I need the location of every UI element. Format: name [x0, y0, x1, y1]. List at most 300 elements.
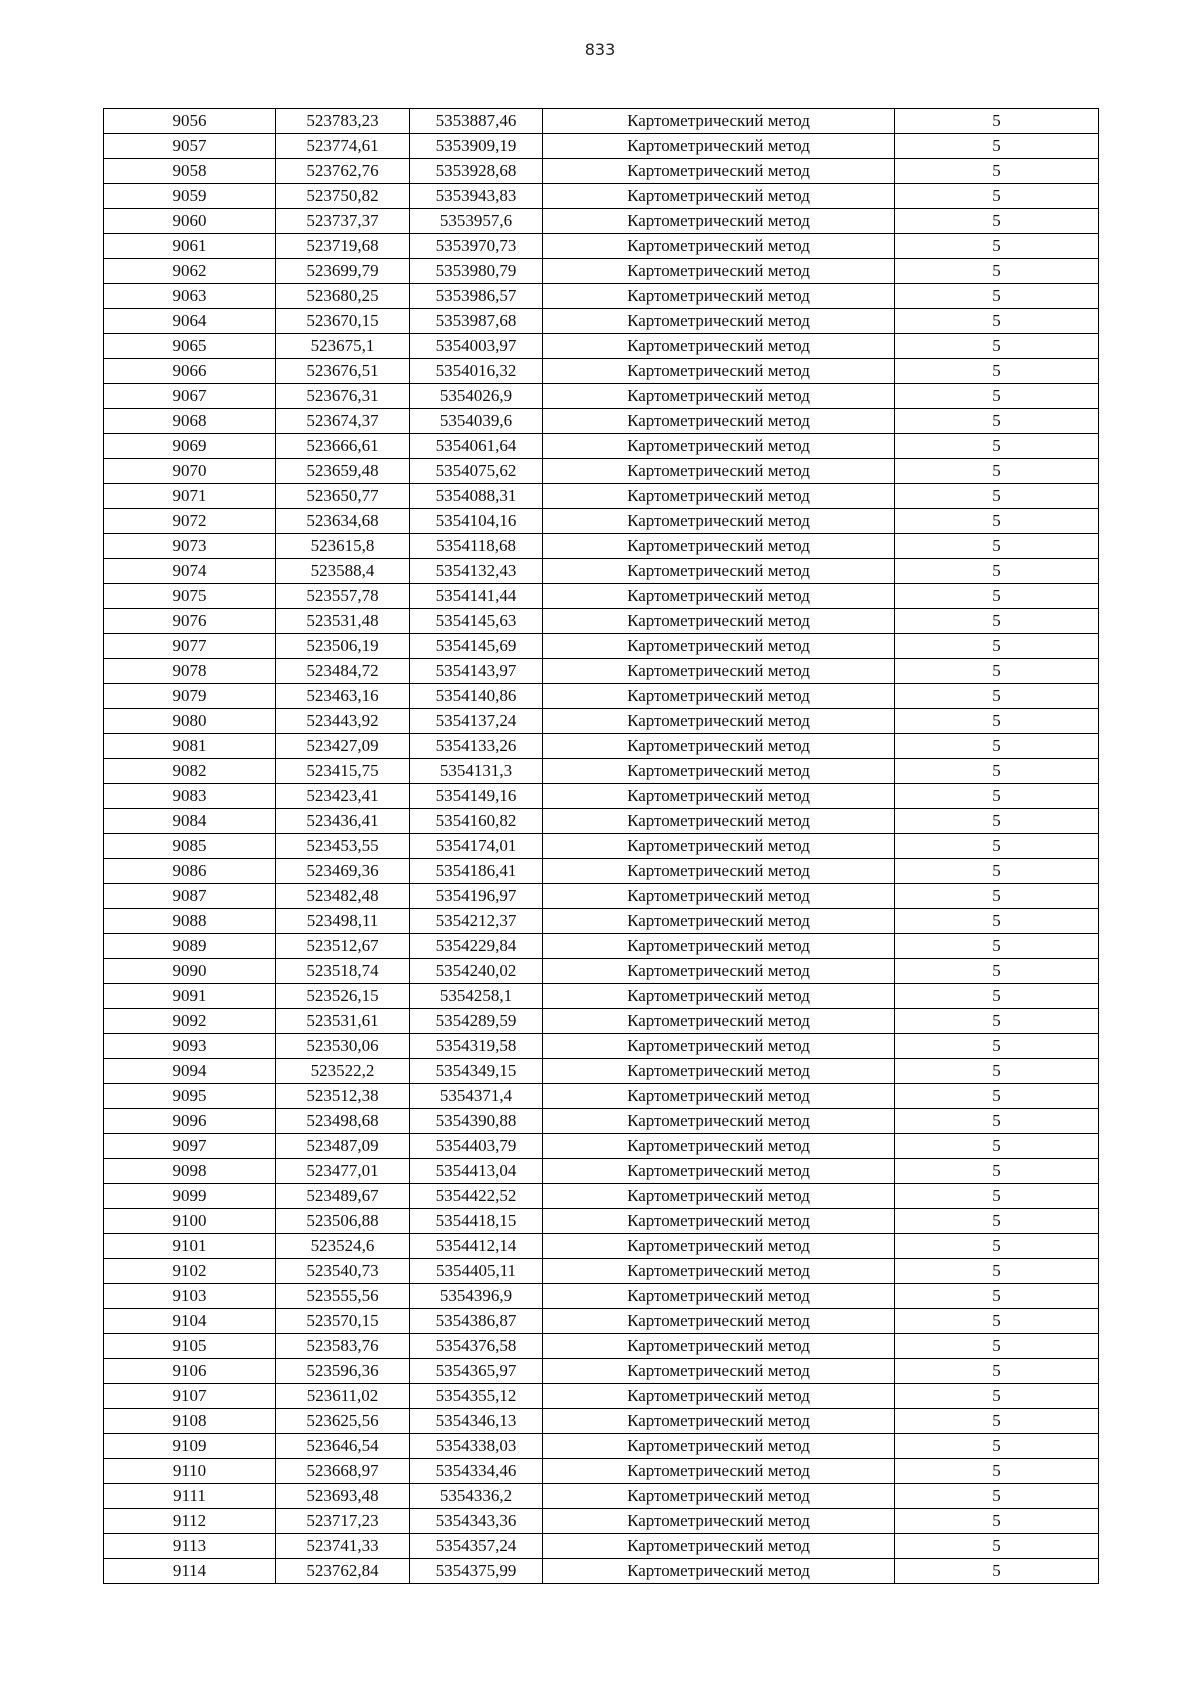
x-coordinate-cell: 523526,15	[276, 984, 410, 1009]
accuracy-cell: 5	[895, 1509, 1099, 1534]
y-coordinate-cell: 5354405,11	[410, 1259, 543, 1284]
x-coordinate-cell: 523611,02	[276, 1384, 410, 1409]
point-number-cell: 9091	[104, 984, 276, 1009]
point-number-cell: 9081	[104, 734, 276, 759]
y-coordinate-cell: 5354365,97	[410, 1359, 543, 1384]
point-number-cell: 9102	[104, 1259, 276, 1284]
method-cell: Картометрический метод	[543, 909, 895, 934]
point-number-cell: 9078	[104, 659, 276, 684]
table-row	[104, 684, 1099, 709]
method-cell: Картометрический метод	[543, 384, 895, 409]
x-coordinate-cell: 523646,54	[276, 1434, 410, 1459]
point-number-cell: 9072	[104, 509, 276, 534]
y-coordinate-cell: 5354196,97	[410, 884, 543, 909]
accuracy-cell: 5	[895, 334, 1099, 359]
x-coordinate-cell: 523675,1	[276, 334, 410, 359]
accuracy-cell: 5	[895, 1234, 1099, 1259]
y-coordinate-cell: 5354289,59	[410, 1009, 543, 1034]
table-row	[104, 1134, 1099, 1159]
method-cell: Картометрический метод	[543, 1384, 895, 1409]
point-number-cell: 9103	[104, 1284, 276, 1309]
point-number-cell: 9085	[104, 834, 276, 859]
method-cell: Картометрический метод	[543, 159, 895, 184]
method-cell: Картометрический метод	[543, 559, 895, 584]
y-coordinate-cell: 5354141,44	[410, 584, 543, 609]
point-number-cell: 9082	[104, 759, 276, 784]
x-coordinate-cell: 523676,51	[276, 359, 410, 384]
accuracy-cell: 5	[895, 184, 1099, 209]
method-cell: Картометрический метод	[543, 434, 895, 459]
table-row	[104, 734, 1099, 759]
x-coordinate-cell: 523676,31	[276, 384, 410, 409]
accuracy-cell: 5	[895, 1259, 1099, 1284]
point-number-cell: 9109	[104, 1434, 276, 1459]
table-row	[104, 859, 1099, 884]
method-cell: Картометрический метод	[543, 1334, 895, 1359]
point-number-cell: 9062	[104, 259, 276, 284]
y-coordinate-cell: 5354338,03	[410, 1434, 543, 1459]
y-coordinate-cell: 5354145,63	[410, 609, 543, 634]
table-row	[104, 359, 1099, 384]
table-row	[104, 809, 1099, 834]
x-coordinate-cell: 523484,72	[276, 659, 410, 684]
point-number-cell: 9114	[104, 1559, 276, 1584]
table-row	[104, 1334, 1099, 1359]
accuracy-cell: 5	[895, 459, 1099, 484]
table-row	[104, 784, 1099, 809]
point-number-cell: 9059	[104, 184, 276, 209]
point-number-cell: 9067	[104, 384, 276, 409]
accuracy-cell: 5	[895, 884, 1099, 909]
accuracy-cell: 5	[895, 634, 1099, 659]
y-coordinate-cell: 5354061,64	[410, 434, 543, 459]
x-coordinate-cell: 523659,48	[276, 459, 410, 484]
point-number-cell: 9060	[104, 209, 276, 234]
point-number-cell: 9092	[104, 1009, 276, 1034]
x-coordinate-cell: 523583,76	[276, 1334, 410, 1359]
method-cell: Картометрический метод	[543, 1009, 895, 1034]
table-row	[104, 1059, 1099, 1084]
point-number-cell: 9089	[104, 934, 276, 959]
method-cell: Картометрический метод	[543, 884, 895, 909]
point-number-cell: 9058	[104, 159, 276, 184]
point-number-cell: 9090	[104, 959, 276, 984]
x-coordinate-cell: 523423,41	[276, 784, 410, 809]
method-cell: Картометрический метод	[543, 609, 895, 634]
accuracy-cell: 5	[895, 509, 1099, 534]
x-coordinate-cell: 523699,79	[276, 259, 410, 284]
x-coordinate-cell: 523443,92	[276, 709, 410, 734]
accuracy-cell: 5	[895, 159, 1099, 184]
table-row	[104, 434, 1099, 459]
method-cell: Картометрический метод	[543, 684, 895, 709]
accuracy-cell: 5	[895, 1009, 1099, 1034]
table-row	[104, 1409, 1099, 1434]
table-row	[104, 959, 1099, 984]
accuracy-cell: 5	[895, 834, 1099, 859]
point-number-cell: 9056	[104, 109, 276, 134]
y-coordinate-cell: 5354413,04	[410, 1159, 543, 1184]
point-number-cell: 9105	[104, 1334, 276, 1359]
y-coordinate-cell: 5353957,6	[410, 209, 543, 234]
x-coordinate-cell: 523436,41	[276, 809, 410, 834]
method-cell: Картометрический метод	[543, 959, 895, 984]
y-coordinate-cell: 5354403,79	[410, 1134, 543, 1159]
accuracy-cell: 5	[895, 1484, 1099, 1509]
accuracy-cell: 5	[895, 1559, 1099, 1584]
point-number-cell: 9065	[104, 334, 276, 359]
accuracy-cell: 5	[895, 909, 1099, 934]
y-coordinate-cell: 5353943,83	[410, 184, 543, 209]
x-coordinate-cell: 523530,06	[276, 1034, 410, 1059]
accuracy-cell: 5	[895, 309, 1099, 334]
table-row	[104, 609, 1099, 634]
table-row	[104, 1459, 1099, 1484]
x-coordinate-cell: 523506,19	[276, 634, 410, 659]
method-cell: Картометрический метод	[543, 184, 895, 209]
point-number-cell: 9066	[104, 359, 276, 384]
x-coordinate-cell: 523453,55	[276, 834, 410, 859]
table-row	[104, 1559, 1099, 1584]
y-coordinate-cell: 5354357,24	[410, 1534, 543, 1559]
method-cell: Картометрический метод	[543, 709, 895, 734]
accuracy-cell: 5	[895, 259, 1099, 284]
coordinates-table	[103, 108, 1099, 1584]
accuracy-cell: 5	[895, 134, 1099, 159]
method-cell: Картометрический метод	[543, 934, 895, 959]
table-row	[104, 1284, 1099, 1309]
x-coordinate-cell: 523522,2	[276, 1059, 410, 1084]
point-number-cell: 9108	[104, 1409, 276, 1434]
table-row	[104, 834, 1099, 859]
accuracy-cell: 5	[895, 984, 1099, 1009]
point-number-cell: 9093	[104, 1034, 276, 1059]
accuracy-cell: 5	[895, 1134, 1099, 1159]
method-cell: Картометрический метод	[543, 409, 895, 434]
accuracy-cell: 5	[895, 1034, 1099, 1059]
table-row	[104, 884, 1099, 909]
y-coordinate-cell: 5354390,88	[410, 1109, 543, 1134]
accuracy-cell: 5	[895, 1059, 1099, 1084]
method-cell: Картометрический метод	[543, 1434, 895, 1459]
accuracy-cell: 5	[895, 1084, 1099, 1109]
accuracy-cell: 5	[895, 409, 1099, 434]
method-cell: Картометрический метод	[543, 1309, 895, 1334]
table-row	[104, 134, 1099, 159]
accuracy-cell: 5	[895, 784, 1099, 809]
point-number-cell: 9070	[104, 459, 276, 484]
table-row	[104, 259, 1099, 284]
table-row	[104, 1384, 1099, 1409]
point-number-cell: 9097	[104, 1134, 276, 1159]
x-coordinate-cell: 523524,6	[276, 1234, 410, 1259]
y-coordinate-cell: 5354376,58	[410, 1334, 543, 1359]
x-coordinate-cell: 523680,25	[276, 284, 410, 309]
y-coordinate-cell: 5354371,4	[410, 1084, 543, 1109]
accuracy-cell: 5	[895, 859, 1099, 884]
method-cell: Картометрический метод	[543, 1209, 895, 1234]
method-cell: Картометрический метод	[543, 859, 895, 884]
method-cell: Картометрический метод	[543, 809, 895, 834]
table-row	[104, 459, 1099, 484]
x-coordinate-cell: 523674,37	[276, 409, 410, 434]
method-cell: Картометрический метод	[543, 1234, 895, 1259]
method-cell: Картометрический метод	[543, 1359, 895, 1384]
y-coordinate-cell: 5354229,84	[410, 934, 543, 959]
x-coordinate-cell: 523557,78	[276, 584, 410, 609]
method-cell: Картометрический метод	[543, 209, 895, 234]
y-coordinate-cell: 5354143,97	[410, 659, 543, 684]
x-coordinate-cell: 523570,15	[276, 1309, 410, 1334]
x-coordinate-cell: 523512,38	[276, 1084, 410, 1109]
method-cell: Картометрический метод	[543, 1409, 895, 1434]
accuracy-cell: 5	[895, 584, 1099, 609]
table-row	[104, 509, 1099, 534]
accuracy-cell: 5	[895, 359, 1099, 384]
point-number-cell: 9112	[104, 1509, 276, 1534]
accuracy-cell: 5	[895, 559, 1099, 584]
accuracy-cell: 5	[895, 1359, 1099, 1384]
y-coordinate-cell: 5354160,82	[410, 809, 543, 834]
point-number-cell: 9096	[104, 1109, 276, 1134]
x-coordinate-cell: 523427,09	[276, 734, 410, 759]
point-number-cell: 9075	[104, 584, 276, 609]
method-cell: Картометрический метод	[543, 1184, 895, 1209]
y-coordinate-cell: 5354240,02	[410, 959, 543, 984]
x-coordinate-cell: 523531,48	[276, 609, 410, 634]
method-cell: Картометрический метод	[543, 984, 895, 1009]
point-number-cell: 9111	[104, 1484, 276, 1509]
method-cell: Картометрический метод	[543, 1484, 895, 1509]
accuracy-cell: 5	[895, 734, 1099, 759]
y-coordinate-cell: 5354355,12	[410, 1384, 543, 1409]
x-coordinate-cell: 523469,36	[276, 859, 410, 884]
table-row	[104, 159, 1099, 184]
table-row	[104, 909, 1099, 934]
point-number-cell: 9068	[104, 409, 276, 434]
method-cell: Картометрический метод	[543, 359, 895, 384]
point-number-cell: 9104	[104, 1309, 276, 1334]
point-number-cell: 9073	[104, 534, 276, 559]
y-coordinate-cell: 5354422,52	[410, 1184, 543, 1209]
table-row	[104, 234, 1099, 259]
y-coordinate-cell: 5354140,86	[410, 684, 543, 709]
x-coordinate-cell: 523762,84	[276, 1559, 410, 1584]
method-cell: Картометрический метод	[543, 1534, 895, 1559]
point-number-cell: 9074	[104, 559, 276, 584]
point-number-cell: 9079	[104, 684, 276, 709]
x-coordinate-cell: 523512,67	[276, 934, 410, 959]
method-cell: Картометрический метод	[543, 1284, 895, 1309]
accuracy-cell: 5	[895, 284, 1099, 309]
table-row	[104, 1084, 1099, 1109]
x-coordinate-cell: 523625,56	[276, 1409, 410, 1434]
accuracy-cell: 5	[895, 709, 1099, 734]
table-row	[104, 109, 1099, 134]
y-coordinate-cell: 5354003,97	[410, 334, 543, 359]
point-number-cell: 9099	[104, 1184, 276, 1209]
y-coordinate-cell: 5354104,16	[410, 509, 543, 534]
accuracy-cell: 5	[895, 109, 1099, 134]
method-cell: Картометрический метод	[543, 634, 895, 659]
x-coordinate-cell: 523666,61	[276, 434, 410, 459]
x-coordinate-cell: 523588,4	[276, 559, 410, 584]
table-row	[104, 1509, 1099, 1534]
point-number-cell: 9101	[104, 1234, 276, 1259]
y-coordinate-cell: 5353909,19	[410, 134, 543, 159]
method-cell: Картометрический метод	[543, 484, 895, 509]
y-coordinate-cell: 5354016,32	[410, 359, 543, 384]
x-coordinate-cell: 523717,23	[276, 1509, 410, 1534]
point-number-cell: 9107	[104, 1384, 276, 1409]
y-coordinate-cell: 5354412,14	[410, 1234, 543, 1259]
x-coordinate-cell: 523518,74	[276, 959, 410, 984]
method-cell: Картометрический метод	[543, 509, 895, 534]
method-cell: Картометрический метод	[543, 1259, 895, 1284]
table-row	[104, 659, 1099, 684]
accuracy-cell: 5	[895, 1284, 1099, 1309]
method-cell: Картометрический метод	[543, 1134, 895, 1159]
accuracy-cell: 5	[895, 384, 1099, 409]
method-cell: Картометрический метод	[543, 284, 895, 309]
x-coordinate-cell: 523531,61	[276, 1009, 410, 1034]
x-coordinate-cell: 523670,15	[276, 309, 410, 334]
table-row	[104, 1359, 1099, 1384]
x-coordinate-cell: 523668,97	[276, 1459, 410, 1484]
method-cell: Картометрический метод	[543, 1509, 895, 1534]
point-number-cell: 9063	[104, 284, 276, 309]
x-coordinate-cell: 523750,82	[276, 184, 410, 209]
method-cell: Картометрический метод	[543, 734, 895, 759]
accuracy-cell: 5	[895, 209, 1099, 234]
y-coordinate-cell: 5354346,13	[410, 1409, 543, 1434]
table-row	[104, 584, 1099, 609]
x-coordinate-cell: 523540,73	[276, 1259, 410, 1284]
y-coordinate-cell: 5354149,16	[410, 784, 543, 809]
accuracy-cell: 5	[895, 759, 1099, 784]
y-coordinate-cell: 5354131,3	[410, 759, 543, 784]
x-coordinate-cell: 523487,09	[276, 1134, 410, 1159]
table-row	[104, 709, 1099, 734]
x-coordinate-cell: 523498,11	[276, 909, 410, 934]
y-coordinate-cell: 5353986,57	[410, 284, 543, 309]
method-cell: Картометрический метод	[543, 584, 895, 609]
y-coordinate-cell: 5353987,68	[410, 309, 543, 334]
accuracy-cell: 5	[895, 934, 1099, 959]
point-number-cell: 9077	[104, 634, 276, 659]
accuracy-cell: 5	[895, 1209, 1099, 1234]
y-coordinate-cell: 5354343,36	[410, 1509, 543, 1534]
accuracy-cell: 5	[895, 809, 1099, 834]
y-coordinate-cell: 5354186,41	[410, 859, 543, 884]
y-coordinate-cell: 5354174,01	[410, 834, 543, 859]
x-coordinate-cell: 523482,48	[276, 884, 410, 909]
table-row	[104, 559, 1099, 584]
method-cell: Картометрический метод	[543, 259, 895, 284]
accuracy-cell: 5	[895, 1534, 1099, 1559]
accuracy-cell: 5	[895, 1184, 1099, 1209]
method-cell: Картометрический метод	[543, 834, 895, 859]
accuracy-cell: 5	[895, 1459, 1099, 1484]
point-number-cell: 9083	[104, 784, 276, 809]
table-row	[104, 1259, 1099, 1284]
page-number: 833	[584, 40, 616, 59]
accuracy-cell: 5	[895, 1409, 1099, 1434]
accuracy-cell: 5	[895, 1109, 1099, 1134]
y-coordinate-cell: 5353970,73	[410, 234, 543, 259]
table-row	[104, 484, 1099, 509]
table-row	[104, 534, 1099, 559]
y-coordinate-cell: 5353928,68	[410, 159, 543, 184]
table-row	[104, 1484, 1099, 1509]
point-number-cell: 9061	[104, 234, 276, 259]
point-number-cell: 9087	[104, 884, 276, 909]
point-number-cell: 9088	[104, 909, 276, 934]
method-cell: Картометрический метод	[543, 659, 895, 684]
method-cell: Картометрический метод	[543, 459, 895, 484]
y-coordinate-cell: 5354088,31	[410, 484, 543, 509]
table-row	[104, 634, 1099, 659]
y-coordinate-cell: 5354349,15	[410, 1059, 543, 1084]
point-number-cell: 9084	[104, 809, 276, 834]
table-row	[104, 384, 1099, 409]
x-coordinate-cell: 523783,23	[276, 109, 410, 134]
table-row	[104, 334, 1099, 359]
y-coordinate-cell: 5354212,37	[410, 909, 543, 934]
table-row	[104, 759, 1099, 784]
table-row	[104, 1309, 1099, 1334]
point-number-cell: 9106	[104, 1359, 276, 1384]
method-cell: Картометрический метод	[543, 759, 895, 784]
x-coordinate-cell: 523477,01	[276, 1159, 410, 1184]
point-number-cell: 9076	[104, 609, 276, 634]
table-row	[104, 184, 1099, 209]
point-number-cell: 9113	[104, 1534, 276, 1559]
method-cell: Картометрический метод	[543, 1559, 895, 1584]
point-number-cell: 9071	[104, 484, 276, 509]
accuracy-cell: 5	[895, 659, 1099, 684]
y-coordinate-cell: 5354386,87	[410, 1309, 543, 1334]
y-coordinate-cell: 5354145,69	[410, 634, 543, 659]
x-coordinate-cell: 523737,37	[276, 209, 410, 234]
method-cell: Картометрический метод	[543, 534, 895, 559]
table-row	[104, 1434, 1099, 1459]
accuracy-cell: 5	[895, 1309, 1099, 1334]
table-row	[104, 1159, 1099, 1184]
accuracy-cell: 5	[895, 484, 1099, 509]
table-row	[104, 934, 1099, 959]
y-coordinate-cell: 5353980,79	[410, 259, 543, 284]
y-coordinate-cell: 5354336,2	[410, 1484, 543, 1509]
accuracy-cell: 5	[895, 1384, 1099, 1409]
table-row	[104, 1234, 1099, 1259]
table-row	[104, 284, 1099, 309]
x-coordinate-cell: 523489,67	[276, 1184, 410, 1209]
x-coordinate-cell: 523555,56	[276, 1284, 410, 1309]
x-coordinate-cell: 523634,68	[276, 509, 410, 534]
accuracy-cell: 5	[895, 684, 1099, 709]
x-coordinate-cell: 523615,8	[276, 534, 410, 559]
y-coordinate-cell: 5354319,58	[410, 1034, 543, 1059]
table-row	[104, 209, 1099, 234]
point-number-cell: 9057	[104, 134, 276, 159]
x-coordinate-cell: 523463,16	[276, 684, 410, 709]
y-coordinate-cell: 5354418,15	[410, 1209, 543, 1234]
y-coordinate-cell: 5354334,46	[410, 1459, 543, 1484]
point-number-cell: 9095	[104, 1084, 276, 1109]
y-coordinate-cell: 5354039,6	[410, 409, 543, 434]
accuracy-cell: 5	[895, 534, 1099, 559]
